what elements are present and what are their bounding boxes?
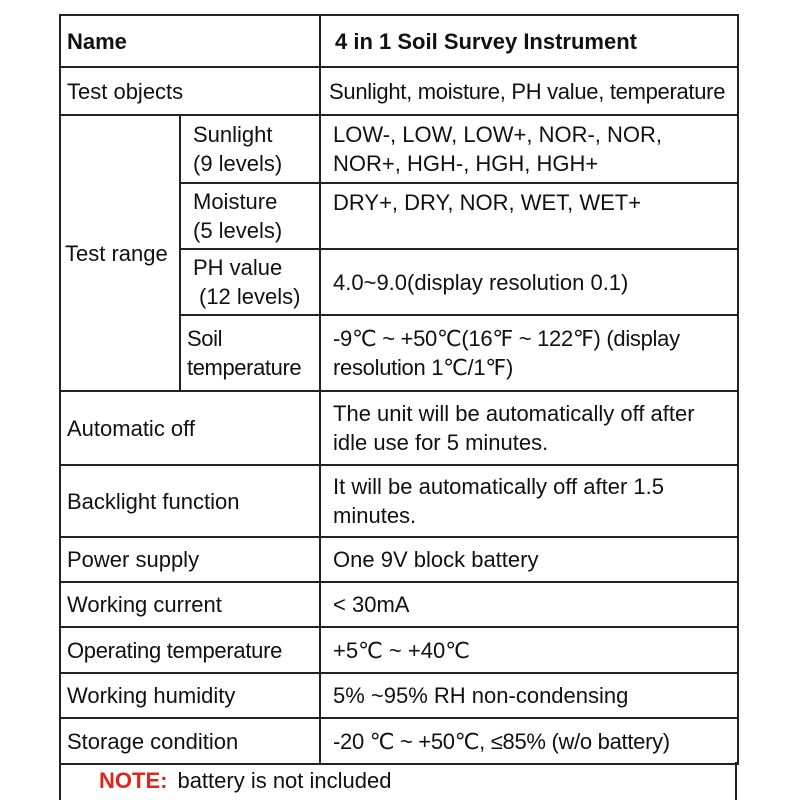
moisture-value-line1: DRY+, DRY, NOR, WET, WET+ (333, 190, 642, 215)
backlight-function-value (320, 465, 738, 537)
test-objects-label: Test objects (60, 67, 320, 115)
backlight-function-value-line2: minutes. (333, 503, 417, 528)
moisture-label-line1: Moisture (193, 189, 278, 214)
table-row-sunlight (60, 115, 738, 183)
operating-temperature-label: Operating temperature (60, 627, 320, 673)
soil-temperature-value-line2: resolution 1℃/1℉) (333, 355, 513, 380)
test-range-label: Test range (60, 115, 180, 391)
name-label: Name (60, 15, 320, 67)
table-row-working-current (60, 582, 738, 627)
name-value: 4 in 1 Soil Survey Instrument (320, 15, 738, 67)
automatic-off-value-line2: idle use for 5 minutes. (333, 430, 549, 455)
table-row-name (60, 15, 738, 67)
power-supply-value: One 9V block battery (320, 537, 738, 582)
sunlight-value-line2: NOR+, HGH-, HGH, HGH+ (333, 151, 599, 176)
table-row-working-humidity (60, 673, 738, 718)
soil-temperature-value-line1: -9℃ ~ +50℃(16℉ ~ 122℉) (display (333, 326, 680, 351)
storage-condition-label: Storage condition (60, 718, 320, 764)
ph-value-value-line1: 4.0~9.0(display resolution 0.1) (333, 269, 629, 295)
note-label: NOTE: (99, 768, 168, 793)
automatic-off-value-line1: The unit will be automatically off after (333, 401, 695, 426)
test-objects-value: Sunlight, moisture, PH value, temperature (320, 67, 738, 115)
automatic-off-label: Automatic off (60, 391, 320, 465)
working-humidity-value: 5% ~95% RH non-condensing (320, 673, 738, 718)
note-text: battery is not included (177, 768, 392, 793)
storage-condition-value: -20 ℃ ~ +50℃, ≤85% (w/o battery) (320, 718, 738, 764)
table-row-test-objects (60, 67, 738, 115)
soil-temperature-value (320, 315, 738, 391)
soil-temperature-label (180, 315, 320, 391)
working-current-value: < 30mA (320, 582, 738, 627)
soil-temperature-label-line2: temperature (187, 355, 302, 380)
table-row-operating-temperature (60, 627, 738, 673)
ph-value-value (320, 249, 738, 315)
automatic-off-value (320, 391, 738, 465)
ph-value-label (180, 249, 320, 315)
sunlight-label (180, 115, 320, 183)
table-row-backlight-function (60, 465, 738, 537)
working-humidity-label: Working humidity (60, 673, 320, 718)
ph-value-label-line2: (12 levels) (199, 284, 301, 309)
sunlight-value-line1: LOW-, LOW, LOW+, NOR-, NOR, (333, 122, 663, 147)
sunlight-value (320, 115, 738, 183)
operating-temperature-value: +5℃ ~ +40℃ (320, 627, 738, 673)
table-row-automatic-off (60, 391, 738, 465)
table-row-storage-condition (60, 718, 738, 764)
power-supply-label: Power supply (60, 537, 320, 582)
backlight-function-label: Backlight function (60, 465, 320, 537)
soil-temperature-label-line1: Soil (187, 326, 223, 351)
ph-value-label-line1: PH value (193, 255, 283, 280)
moisture-label-line2: (5 levels) (193, 218, 283, 243)
backlight-function-value-line1: It will be automatically off after 1.5 (333, 474, 664, 499)
note-row (59, 762, 737, 800)
working-current-label: Working current (60, 582, 320, 627)
moisture-value (320, 183, 738, 249)
table-row-power-supply (60, 537, 738, 582)
sunlight-label-line2: (9 levels) (193, 151, 283, 176)
spec-table (59, 14, 739, 765)
moisture-label (180, 183, 320, 249)
sunlight-label-line1: Sunlight (193, 122, 273, 147)
